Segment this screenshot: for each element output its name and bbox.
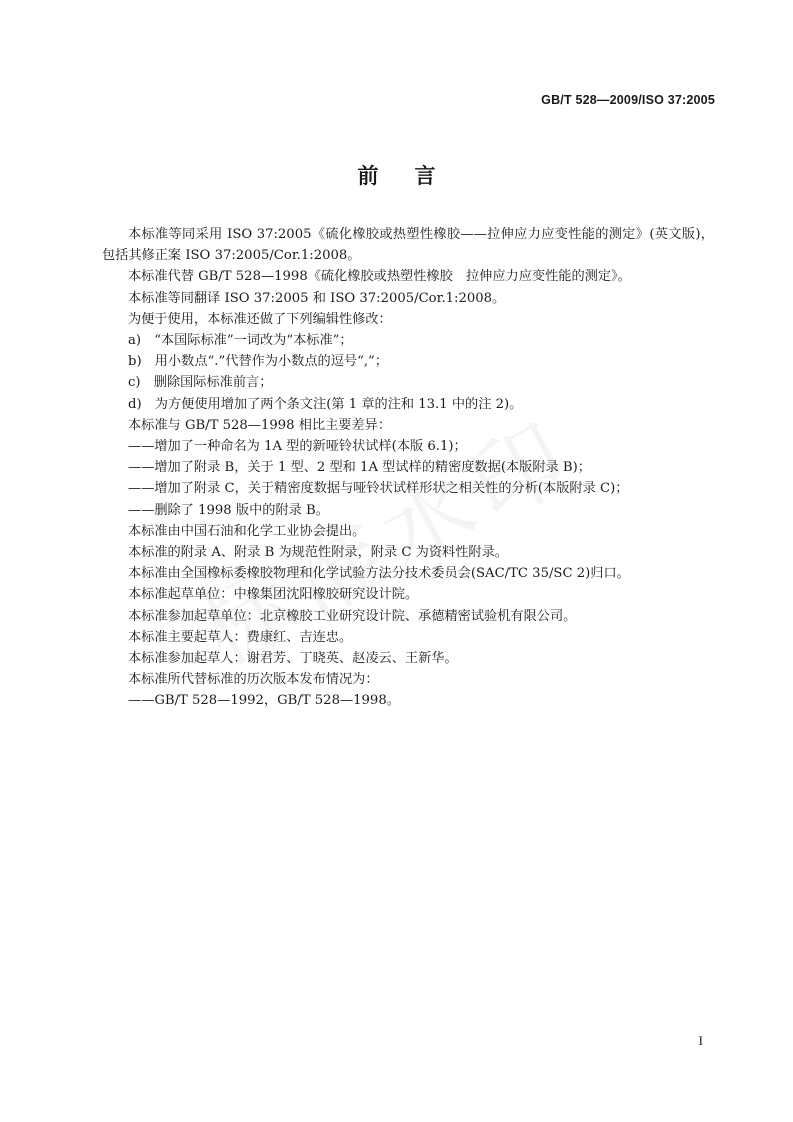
- paragraph: 本标准等同翻译 ISO 37:2005 和 ISO 37:2005/Cor.1:2008。: [128, 290, 506, 306]
- list-item: c) 删除国际标准前言；: [128, 375, 273, 391]
- list-item: ——删除了 1998 版中的附录 B。: [128, 502, 329, 518]
- list-item: ——增加了一种命名为 1A 型的新哑铃状试样(本版 6.1)；: [128, 439, 467, 455]
- paragraph: 本标准由全国橡标委橡胶物理和化学试验方法分技术委员会(SAC/TC 35/SC 2)归口。: [128, 566, 630, 582]
- list-item: b) 用小数点“.”代替作为小数点的逗号“,”；: [128, 354, 388, 370]
- paragraph: 本标准与 GB/T 528—1998 相比主要差异：: [128, 417, 392, 433]
- paragraph: 本标准等同采用 ISO 37:2005《硫化橡胶或热塑性橡胶——拉伸应力应变性能的测定》(英文版)，包括其修正案 ISO 37:2005/Cor.1:2008。: [102, 227, 714, 264]
- list-item: ——增加了附录 C，关于精密度数据与哑铃状试样形状之相关性的分析(本版附录 C)；: [128, 481, 629, 497]
- paragraph: 为便于使用，本标准还做了下列编辑性修改：: [128, 311, 392, 327]
- foreword-body: [102, 224, 714, 712]
- list-item: d) 为方便使用增加了两个条文注(第 1 章的注和 13.1 中的注 2)。: [128, 396, 523, 412]
- paragraph: 本标准主要起草人：费康红、吉连忠。: [128, 629, 353, 645]
- paragraph: 本标准参加起草单位：北京橡胶工业研究设计院、承德精密试验机有限公司。: [128, 608, 577, 624]
- paragraph: 本标准代替 GB/T 528—1998《硫化橡胶或热塑性橡胶 拉伸应力应变性能的测定》。: [128, 269, 631, 285]
- paragraph: 本标准所代替标准的历次版本发布情况为：: [128, 672, 379, 688]
- paragraph: 本标准参加起草人：谢君芳、丁晓英、赵凌云、王新华。: [128, 651, 458, 667]
- page-number: I: [698, 1033, 703, 1048]
- list-item: ——GB/T 528—1992，GB/T 528—1998。: [128, 693, 400, 709]
- standard-code: GB/T 528—2009/ISO 37:2005: [541, 93, 715, 107]
- list-item: a) “本国际标准”一词改为“本标准”；: [128, 333, 353, 349]
- paragraph: 本标准由中国石油和化学工业协会提出。: [128, 523, 366, 539]
- paragraph: 本标准起草单位：中橡集团沈阳橡胶研究设计院。: [128, 587, 419, 603]
- page-title: 前言: [357, 164, 472, 188]
- list-item: ——增加了附录 B，关于 1 型、2 型和 1A 型试样的精密度数据(本版附录 B)；: [128, 460, 591, 476]
- paragraph: 本标准的附录 A、附录 B 为规范性附录，附录 C 为资料性附录。: [128, 545, 508, 561]
